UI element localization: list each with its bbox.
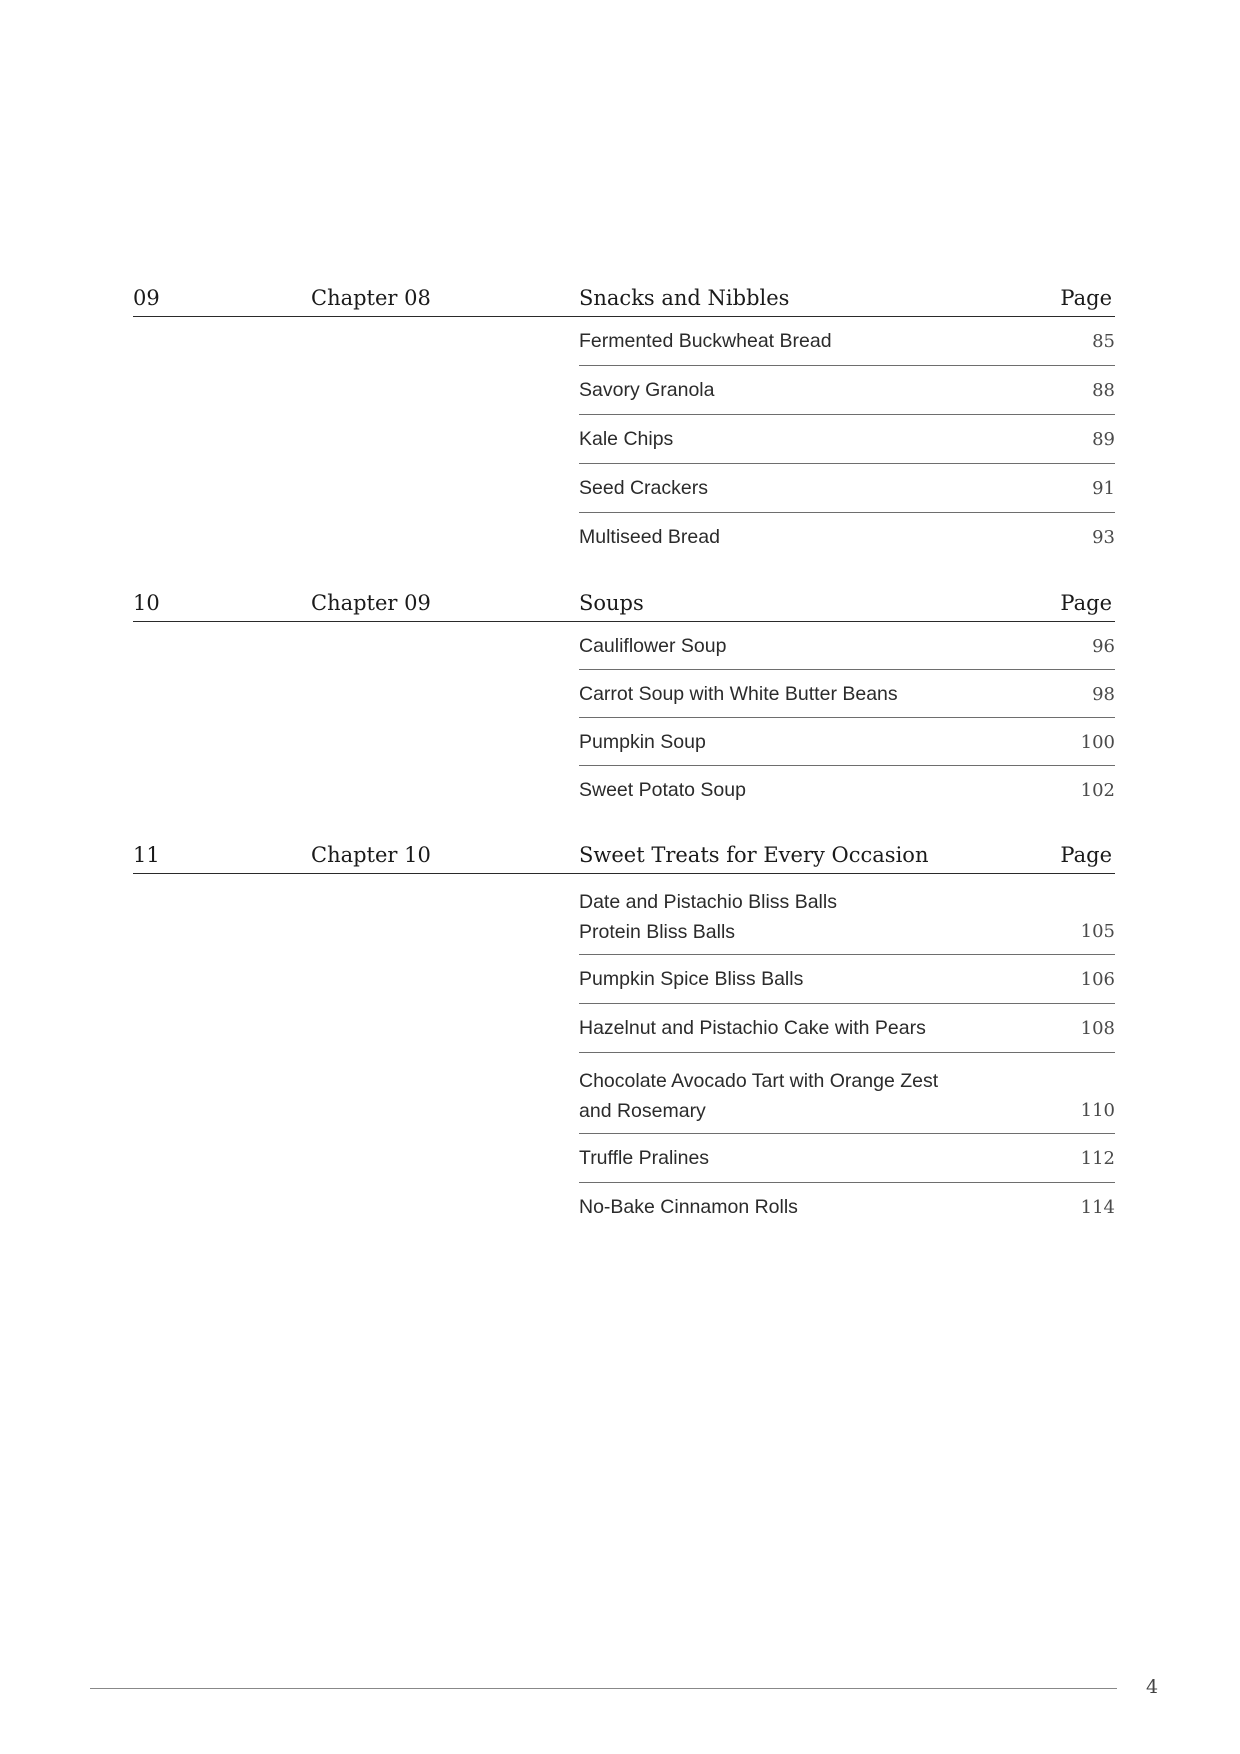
toc-entry[interactable] <box>579 874 1115 955</box>
toc-entry[interactable] <box>579 1053 1115 1134</box>
entry-title: Protein Bliss Balls <box>579 921 736 943</box>
entry-title: Chocolate Avocado Tart with Orange Zest <box>579 1070 939 1092</box>
entry-page-number: 88 <box>1092 380 1115 401</box>
entry-page-number: 110 <box>1080 1100 1115 1121</box>
entry-title: Fermented Buckwheat Bread <box>579 330 832 352</box>
entry-page-number: 96 <box>1092 636 1115 657</box>
entry-title: Hazelnut and Pistachio Cake with Pears <box>579 1017 926 1039</box>
entry-page-number: 93 <box>1092 527 1115 548</box>
entry-list <box>579 317 1115 562</box>
entry-title: Multiseed Bread <box>579 526 720 548</box>
entry-title: Savory Granola <box>579 379 715 401</box>
toc-entry[interactable] <box>579 718 1115 766</box>
entry-page-number: 89 <box>1092 429 1115 450</box>
page-column-label: Page <box>1060 591 1112 615</box>
toc-entry[interactable] <box>579 766 1115 814</box>
section-number: 10 <box>133 591 160 615</box>
footer-page-number: 4 <box>1146 1676 1159 1698</box>
entry-page-number: 100 <box>1080 732 1115 753</box>
entry-title: Truffle Pralines <box>579 1147 710 1169</box>
section-header <box>133 276 1115 317</box>
entry-page-number: 114 <box>1080 1197 1115 1218</box>
entry-title: Date and Pistachio Bliss Balls <box>579 891 837 913</box>
section-title: Sweet Treats for Every Occasion <box>579 843 929 867</box>
chapter-label: Chapter 09 <box>311 591 431 615</box>
toc-entry[interactable] <box>579 1183 1115 1232</box>
entry-title: Pumpkin Soup <box>579 731 706 753</box>
toc-entry[interactable] <box>579 1134 1115 1183</box>
section-header <box>133 581 1115 622</box>
page-column-label: Page <box>1060 843 1112 867</box>
toc-entry[interactable] <box>579 317 1115 366</box>
toc-entry[interactable] <box>579 670 1115 718</box>
entry-page-number: 108 <box>1080 1018 1115 1039</box>
entry-page-number: 106 <box>1080 969 1115 990</box>
section-number: 09 <box>133 286 160 310</box>
footer-rule <box>90 1688 1117 1689</box>
section-title: Snacks and Nibbles <box>579 286 790 310</box>
section-number: 11 <box>133 843 160 867</box>
entry-title: No-Bake Cinnamon Rolls <box>579 1196 798 1218</box>
entry-page-number: 91 <box>1092 478 1115 499</box>
page-column-label: Page <box>1060 286 1112 310</box>
toc-section-snacks <box>133 276 1115 562</box>
toc-entry[interactable] <box>579 415 1115 464</box>
toc-section-soups <box>133 581 1115 814</box>
entry-title: and Rosemary <box>579 1100 706 1122</box>
entry-page-number: 85 <box>1092 331 1115 352</box>
entry-page-number: 98 <box>1092 684 1115 705</box>
entry-title: Carrot Soup with White Butter Beans <box>579 683 898 705</box>
chapter-label: Chapter 08 <box>311 286 431 310</box>
entry-list <box>579 874 1115 1232</box>
section-title: Soups <box>579 591 644 615</box>
entry-page-number: 112 <box>1080 1148 1115 1169</box>
toc-entry[interactable] <box>579 1004 1115 1053</box>
toc-entry[interactable] <box>579 366 1115 415</box>
entry-title: Cauliflower Soup <box>579 635 727 657</box>
entry-title: Sweet Potato Soup <box>579 779 746 801</box>
entry-title: Seed Crackers <box>579 477 708 499</box>
entry-title: Pumpkin Spice Bliss Balls <box>579 968 804 990</box>
chapter-label: Chapter 10 <box>311 843 431 867</box>
toc-section-sweet-treats <box>133 833 1115 1232</box>
entry-title: Kale Chips <box>579 428 674 450</box>
entry-list <box>579 622 1115 814</box>
entry-page-number: 105 <box>1080 921 1115 942</box>
toc-entry[interactable] <box>579 464 1115 513</box>
entry-page-number: 102 <box>1080 780 1115 801</box>
toc-entry[interactable] <box>579 513 1115 562</box>
toc-entry[interactable] <box>579 622 1115 670</box>
toc-entry[interactable] <box>579 955 1115 1004</box>
section-header <box>133 833 1115 874</box>
